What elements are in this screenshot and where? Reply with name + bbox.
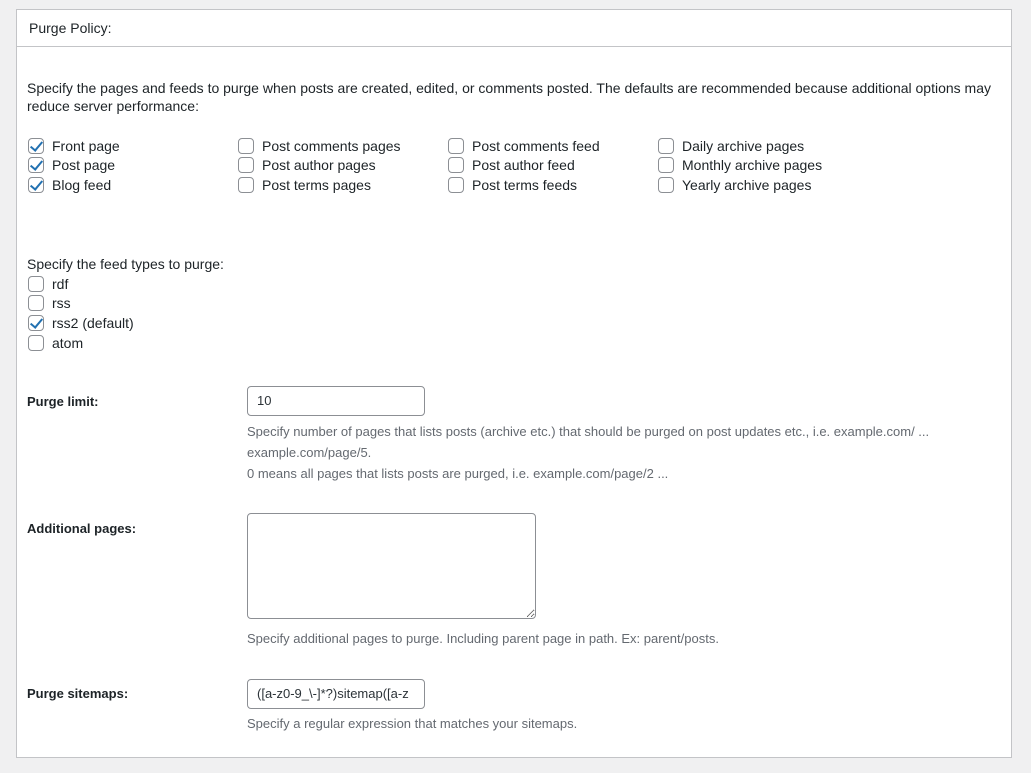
checkbox-post-terms-pages[interactable] — [238, 176, 371, 194]
purge-limit-desc-line1: Specify number of pages that lists posts (archive etc.) that should be purged on post updates etc., i.e. example.com/ ... — [247, 424, 930, 439]
checkbox-label: rss — [52, 295, 71, 311]
additional-pages-description: Specify additional pages to purge. Including parent page in path. Ex: parent/posts. — [247, 631, 719, 646]
checkbox-post-comments-pages[interactable] — [238, 137, 401, 155]
checkbox-feed-rdf[interactable] — [28, 275, 68, 293]
purge-limit-desc-line2: example.com/page/5. — [247, 445, 372, 460]
checkbox-box[interactable] — [658, 177, 674, 193]
purge-limit-label: Purge limit: — [27, 394, 99, 409]
feed-types-heading: Specify the feed types to purge: — [27, 256, 224, 272]
checkbox-label: Monthly archive pages — [682, 157, 823, 173]
checkbox-label: Post page — [52, 157, 116, 173]
checkbox-yearly-archive-pages[interactable] — [658, 176, 811, 194]
checkbox-box[interactable] — [28, 335, 44, 351]
checkbox-feed-rss2[interactable] — [28, 314, 134, 332]
checkbox-feed-atom[interactable] — [28, 334, 83, 352]
checkbox-box[interactable] — [28, 295, 44, 311]
checkbox-box[interactable] — [28, 315, 44, 331]
checkbox-label: atom — [52, 335, 84, 351]
checkbox-label: Post comments feed — [472, 138, 600, 154]
checkbox-post-terms-feeds[interactable] — [448, 176, 577, 194]
checkbox-label: rdf — [52, 276, 69, 292]
purge-limit-desc-line3: 0 means all pages that lists posts are purged, i.e. example.com/page/2 ... — [247, 466, 669, 481]
purge-limit-input[interactable]: 10 — [247, 386, 425, 416]
checkbox-daily-archive-pages[interactable] — [658, 137, 804, 155]
checkbox-box[interactable] — [28, 276, 44, 292]
checkbox-box[interactable] — [238, 157, 254, 173]
checkbox-box[interactable] — [658, 157, 674, 173]
checkbox-post-comments-feed[interactable] — [448, 137, 600, 155]
checkbox-front-page[interactable] — [28, 137, 120, 155]
panel-title: Purge Policy: — [17, 10, 1011, 47]
checkbox-label: Front page — [52, 138, 120, 154]
purge-sitemaps-input[interactable]: ([a-z0-9_\-]*?)sitemap([a-z — [247, 679, 425, 709]
checkbox-label: Post terms feeds — [472, 177, 578, 193]
checkbox-monthly-archive-pages[interactable] — [658, 156, 822, 174]
checkbox-box[interactable] — [28, 157, 44, 173]
purge-sitemaps-description: Specify a regular expression that matches your sitemaps. — [247, 716, 578, 731]
checkbox-box[interactable] — [28, 138, 44, 154]
checkbox-label: Post comments pages — [262, 138, 401, 154]
checkbox-post-page[interactable] — [28, 156, 115, 174]
purge-policy-panel — [16, 9, 1012, 758]
checkbox-box[interactable] — [448, 157, 464, 173]
checkbox-label: Post terms pages — [262, 177, 371, 193]
checkbox-box[interactable] — [448, 138, 464, 154]
checkbox-box[interactable] — [238, 138, 254, 154]
checkbox-feed-rss[interactable] — [28, 294, 71, 312]
intro-text: Specify the pages and feeds to purge when posts are created, edited, or comments posted. The defaults are recommended because additional options may reduce server performance: — [27, 80, 991, 114]
checkbox-box[interactable] — [28, 177, 44, 193]
checkbox-box[interactable] — [448, 177, 464, 193]
additional-pages-textarea[interactable] — [247, 513, 536, 619]
checkbox-label: rss2 (default) — [52, 315, 134, 331]
checkbox-label: Daily archive pages — [682, 138, 805, 154]
checkbox-post-author-pages[interactable] — [238, 156, 376, 174]
checkbox-post-author-feed[interactable] — [448, 156, 575, 174]
purge-sitemaps-label: Purge sitemaps: — [27, 686, 129, 701]
additional-pages-label: Additional pages: — [27, 521, 137, 536]
checkbox-blog-feed[interactable] — [28, 176, 111, 194]
checkbox-box[interactable] — [658, 138, 674, 154]
checkbox-label: Post author pages — [262, 157, 376, 173]
purge-limit-description — [247, 421, 997, 484]
checkbox-label: Blog feed — [52, 177, 112, 193]
checkbox-label: Post author feed — [472, 157, 575, 173]
checkbox-box[interactable] — [238, 177, 254, 193]
checkbox-label: Yearly archive pages — [682, 177, 812, 193]
